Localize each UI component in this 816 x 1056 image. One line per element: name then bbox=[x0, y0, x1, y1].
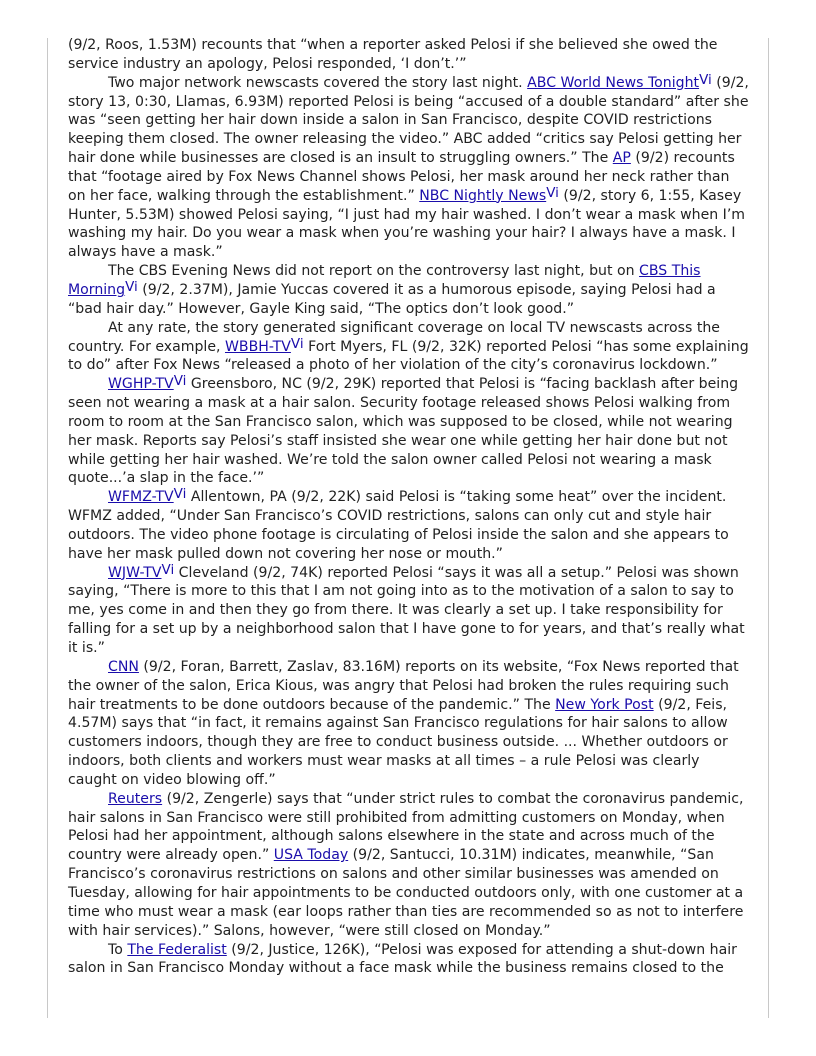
federalist-link[interactable]: The Federalist bbox=[127, 941, 227, 958]
new-york-post-link[interactable]: New York Post bbox=[555, 696, 654, 713]
article-body bbox=[68, 36, 750, 978]
paragraph-wjw: WJW-TVVi Cleveland (9/2, 74K) reported Pelosi “says it was all a setup.” Pelosi was shown saying, “There is more to this that I am not going into as to the motivation of a salon to say to me, yes come in and then they go from there. It was clearly a set up. I take responsibility for falling for a set up by a neighborhood salon that I have gone to for years, and that’s really what it is.” bbox=[68, 561, 745, 656]
paragraph-local-coverage: At any rate, the story generated significant coverage on local TV newscasts across the country. For example, WBBH-TVVi Fort Myers, FL (9/2, 32K) reported Pelosi “has some explaining to do” after Fox News “released a photo of her violation of the city’s coronavirus lockdown.” bbox=[68, 319, 749, 374]
usa-today-link[interactable]: USA Today bbox=[273, 847, 349, 864]
wjw-video-link[interactable]: Vi bbox=[161, 561, 175, 578]
ap-link[interactable]: AP bbox=[612, 150, 631, 167]
wfmz-video-link[interactable]: Vi bbox=[173, 486, 187, 503]
abc-video-link[interactable]: Vi bbox=[699, 71, 712, 88]
left-margin-rule bbox=[47, 38, 48, 1018]
paragraph-wfmz: WFMZ-TVVi Allentown, PA (9/2, 22K) said Pelosi is “taking some heat” over the incident. WFMZ added, “Under San Francisco’s COVID restrictions, salons can only cut and style hair outdoors. The video phone footage is circulating of Pelosi inside the salon and she appears to have her mask pulled down not covering her nose or mouth.” bbox=[68, 486, 729, 562]
paragraph-cnn: CNN (9/2, Foran, Barrett, Zaslav, 83.16M) reports on its website, “Fox News reported that the owner of the salon, Erica Kious, was angry that Pelosi had broken the rules requiring such hair treatments to be done outdoors because of the pandemic.” The New York Post (9/2, Feis, 4.57M) says that “in fact, it remains against San Francisco regulations for hair salons to allow customers indoors, though they are free to conduct business outside. ... Whether outdoors or indoors, both clients and workers must wear masks at all times – a rule Pelosi was clearly caught on video blowing off.” bbox=[68, 658, 739, 788]
wbbh-tv-link[interactable]: WBBH-TV bbox=[224, 338, 291, 355]
paragraph-reuters: Reuters (9/2, Zengerle) says that “under strict rules to combat the coronavirus pandemic, hair salons in San Francisco were still prohibited from admitting customers on Monday, when Pelosi had her appointment, although salons elsewhere in the state and across much of the country were already open.” USA Today (9/2, Santucci, 10.31M) indicates, meanwhile, “San Francisco’s coronavirus restrictions on salons and other similar businesses was amended on Tuesday, allowing for hair appointments to be conducted outdoors only, with one customer at a time who must wear a mask (ear loops rather than ties are recommended so as not to interfere with hair services).” Salons, however, “were still closed on Monday.” bbox=[68, 790, 744, 939]
paragraph-roos: (9/2, Roos, 1.53M) recounts that “when a reporter asked Pelosi if she believed she owed the service industry an apology, Pelosi responded, ‘I don’t.’” bbox=[68, 37, 718, 72]
paragraph-cbs: The CBS Evening News did not report on the controversy last night, but on CBS This MorningVi (9/2, 2.37M), Jamie Yuccas covered it as a humorous episode, saying Pelosi had a “bad hair day.” However, Gayle King said, “The optics don’t look good.” bbox=[68, 263, 716, 317]
wjw-tv-link[interactable]: WJW-TV bbox=[108, 564, 162, 581]
paragraph-federalist: To The Federalist (9/2, Justice, 126K), “Pelosi was exposed for attending a shut-down hair salon in San Francisco Monday without a face mask while the business remains closed to the bbox=[68, 941, 737, 977]
paragraph-network-newscasts: Two major network newscasts covered the story last night. ABC World News TonightVi (9/2, story 13, 0:30, Llamas, 6.93M) reported Pelosi is being “accused of a double standard” after she was “seen getting her hair down inside a salon in San Francisco, despite COVID restrictions keeping them closed. The owner releasing the video.” ABC added “critics say Pelosi getting her hair done while businesses are closed is an insult to struggling owners.” The AP (9/2) recounts that “footage aired by Fox News Channel shows Pelosi, her mask around her neck rather than on her face, walking through the establishment.” NBC Nightly NewsVi (9/2, story 6, 1:55, Kasey Hunter, 5.53M) showed Pelosi saying, “I just had my hair washed. I don’t wear a mask when I’m washing my hair. Do you wear a mask when you’re washing your hair? I always have a mask. I always have a mask.” bbox=[68, 71, 749, 261]
cbs-this-morning-link[interactable]: CBS This Morning bbox=[68, 263, 701, 298]
nbc-video-link[interactable]: Vi bbox=[546, 184, 559, 201]
abc-world-news-link[interactable]: ABC World News Tonight bbox=[527, 74, 700, 91]
wghp-video-link[interactable]: Vi bbox=[173, 373, 187, 390]
wbbh-video-link[interactable]: Vi bbox=[290, 335, 304, 352]
wfmz-tv-link[interactable]: WFMZ-TV bbox=[108, 489, 174, 506]
right-margin-rule bbox=[768, 38, 769, 1018]
paragraph-wghp: WGHP-TVVi Greensboro, NC (9/2, 29K) reported that Pelosi is “facing backlash after being seen not wearing a mask at a hair salon. Security footage released shows Pelosi walking from room to room at the San Francisco salon, which was supposed to be closed, while not wearing her mask. Reports say Pelosi’s staff insisted she wear one while getting her hair done but not while getting her hair washed. We’re told the salon owner called Pelosi not wearing a mask quote...’a slap in the face.’” bbox=[68, 373, 739, 487]
wghp-tv-link[interactable]: WGHP-TV bbox=[108, 376, 174, 393]
cnn-link[interactable]: CNN bbox=[108, 658, 139, 675]
reuters-link[interactable]: Reuters bbox=[108, 790, 163, 807]
cbs-video-link[interactable]: Vi bbox=[125, 278, 138, 295]
nbc-nightly-news-link[interactable]: NBC Nightly News bbox=[419, 187, 547, 204]
